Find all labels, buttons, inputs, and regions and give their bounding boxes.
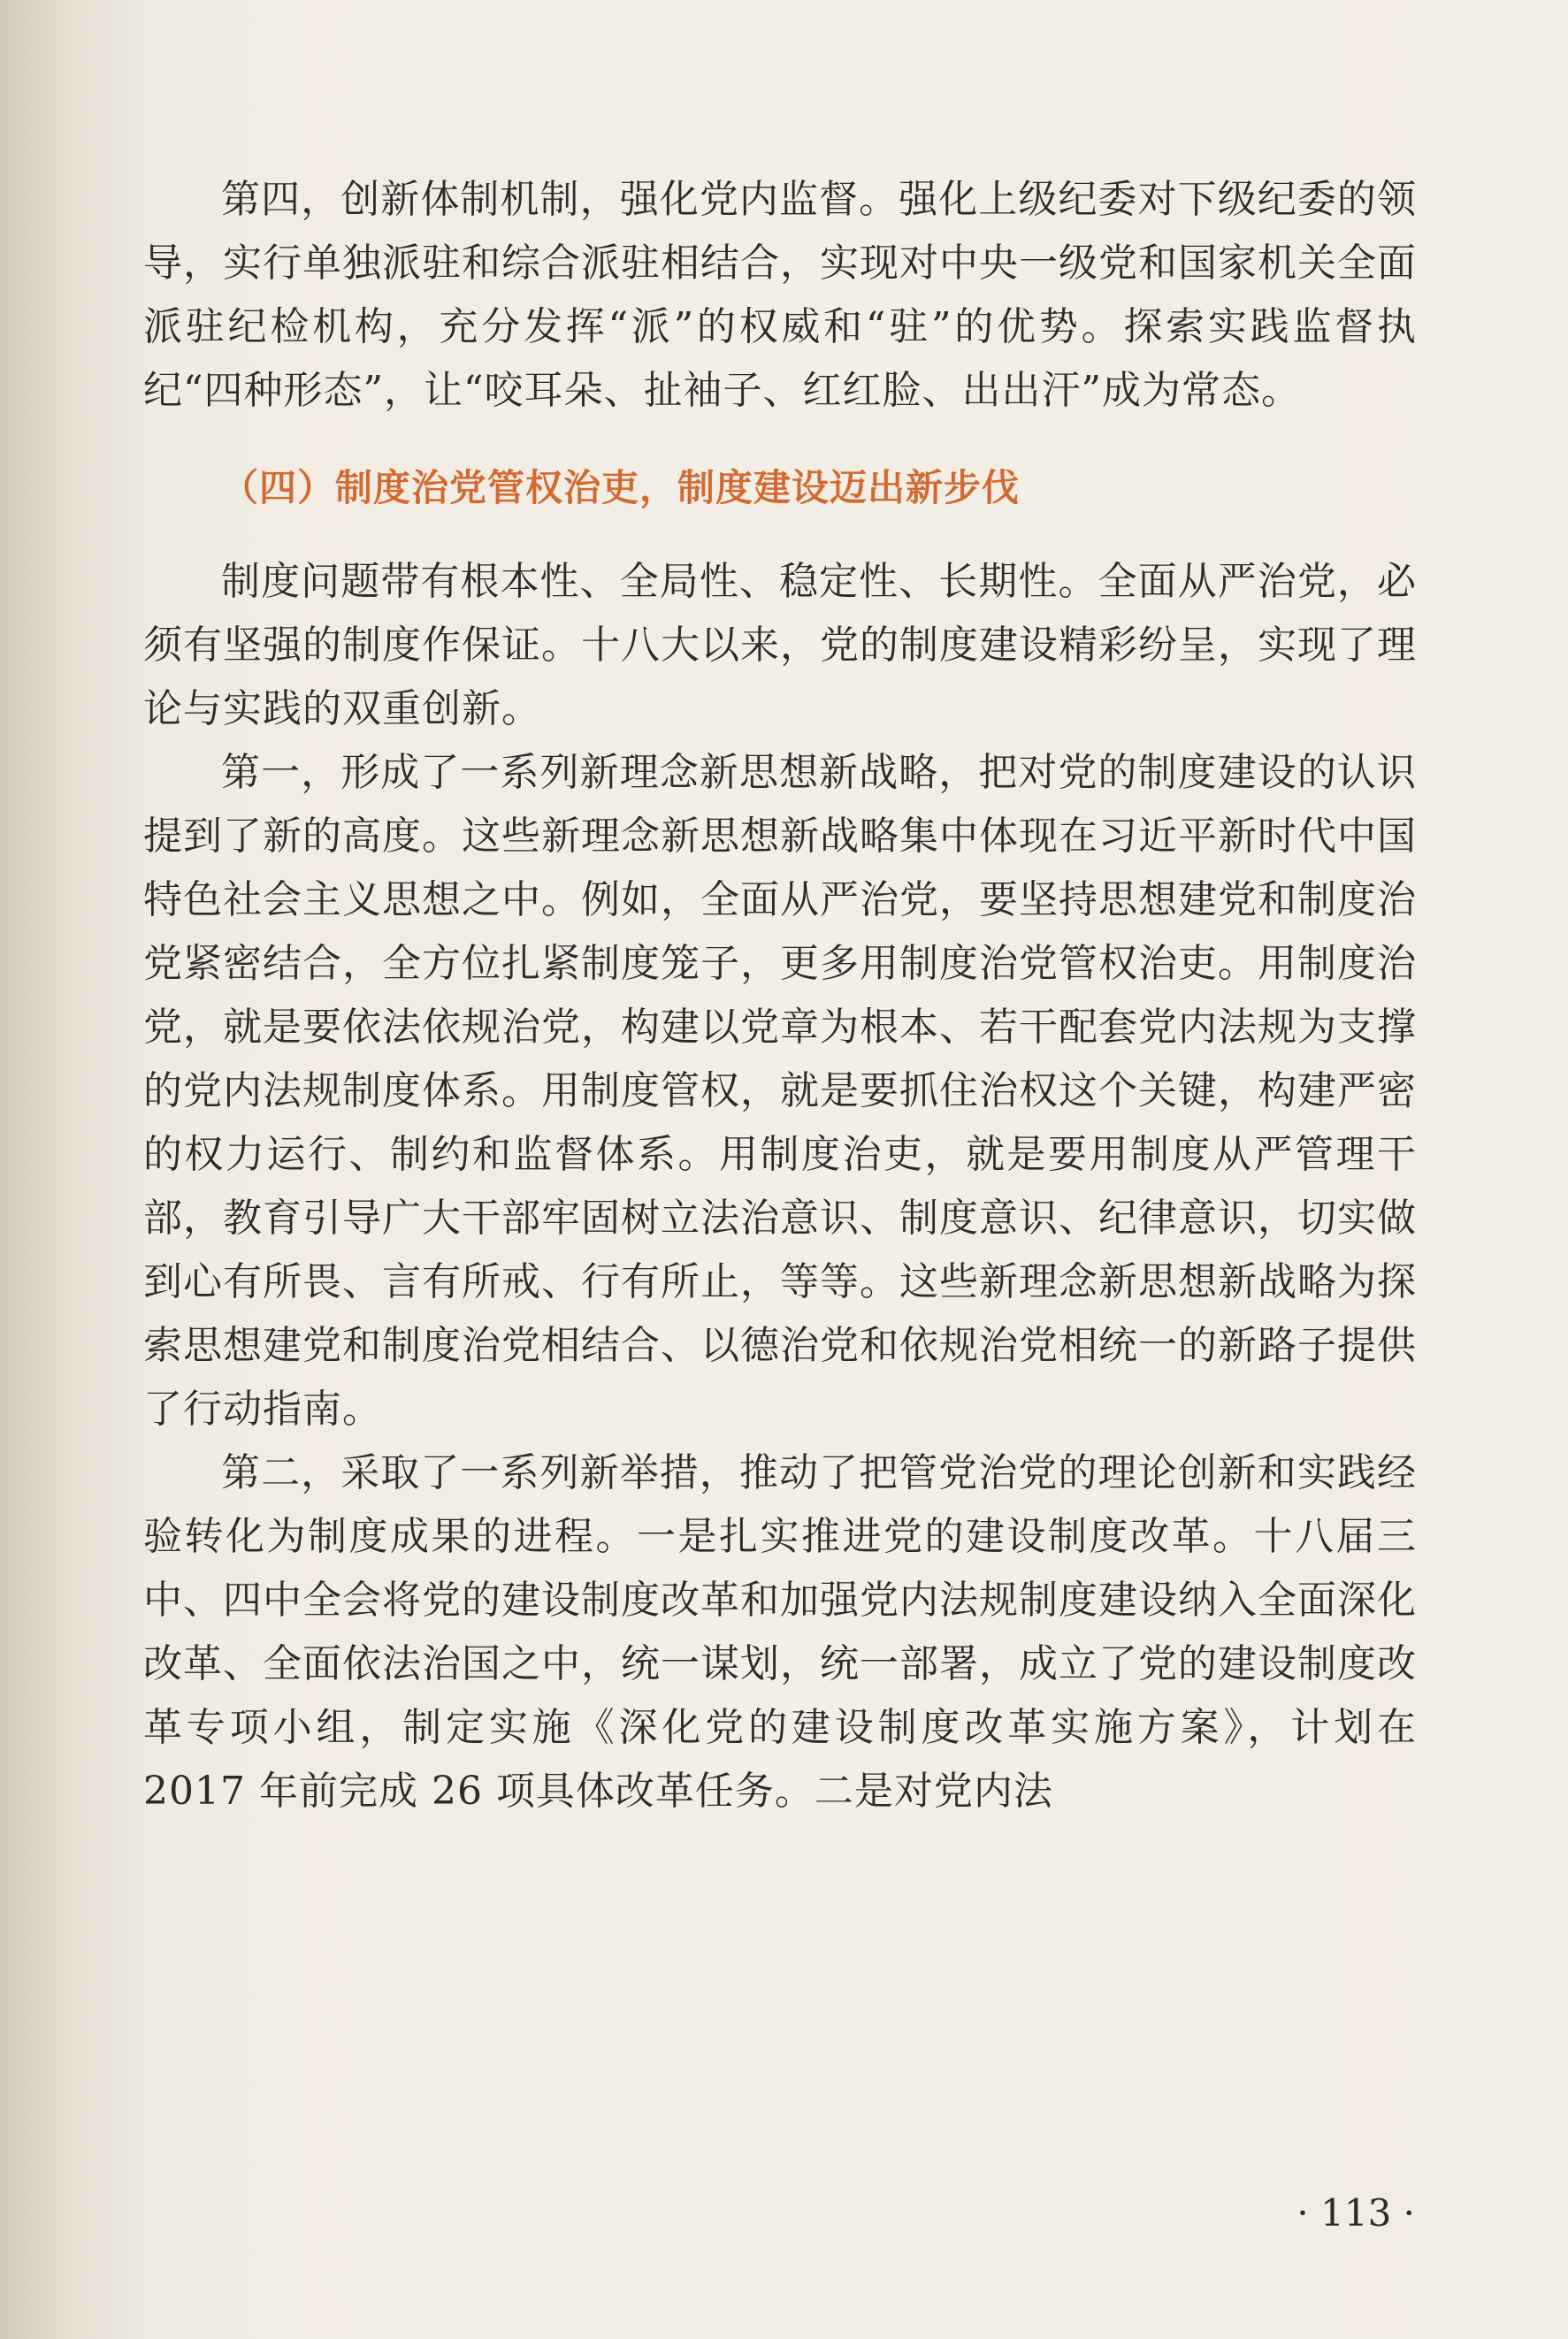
section-heading: （四）制度治党管权治吏，制度建设迈出新步伐 (221, 466, 1021, 509)
page-number: · 113 · (1296, 2191, 1415, 2235)
paragraph-intro: 制度问题带有根本性、全局性、稳定性、长期性。全面从严治党，必须有坚强的制度作保证。十八大以来，党的制度建设精彩纷呈，实现了理论与实践的双重创新。 (143, 559, 1417, 731)
paragraph-first-point: 第一，形成了一系列新理念新思想新战略，把对党的制度建设的认识提到了新的高度。这些新理念新思想新战略集中体现在习近平新时代中国特色社会主义思想之中。例如，全面从严治党，要坚持思想建党和制度治党紧密结合，全方位扎紧制度笼子，更多用制度治党管权治吏。用制度治党，就是要依法依规治党，构建以党章为根本、若干配套党内法规为支撑的党内法规制度体系。用制度管权，就是要抓住治权这个关键，构建严密的权力运行、制约和监督体系。用制度治吏，就是要用制度从严管理干部，教育引导广大干部牢固树立法治意识、制度意识、纪律意识，切实做到心有所畏、言有所戒、行有所止，等等。这些新理念新思想新战略为探索思想建党和制度治党相结合、以德治党和依规治党相统一的新路子提供了行动指南。 (143, 750, 1417, 1432)
text-block (143, 168, 1417, 1823)
paragraph-second-point: 第二，采取了一系列新举措，推动了把管党治党的理论创新和实践经验转化为制度成果的进程。一是扎实推进党的建设制度改革。十八届三中、四中全会将党的建设制度改革和加强党内法规制度建设纳入全面深化改革、全面依法治国之中，统一谋划，统一部署，成立了党的建设制度改革专项小组，制定实施《深化党的建设制度改革实施方案》，计划在 2017 年前完成 26 项具体改革任务。二是对党内法 (143, 1450, 1417, 1814)
paragraph-fourth-point: 第四，创新体制机制，强化党内监督。强化上级纪委对下级纪委的领导，实行单独派驻和综合派驻相结合，实现对中央一级党和国家机关全面派驻纪检机构，充分发挥“派”的权威和“驻”的优势。探索实践监督执纪“四种形态”，让“咬耳朵、扯袖子、红红脸、出出汗”成为常态。 (143, 177, 1417, 413)
